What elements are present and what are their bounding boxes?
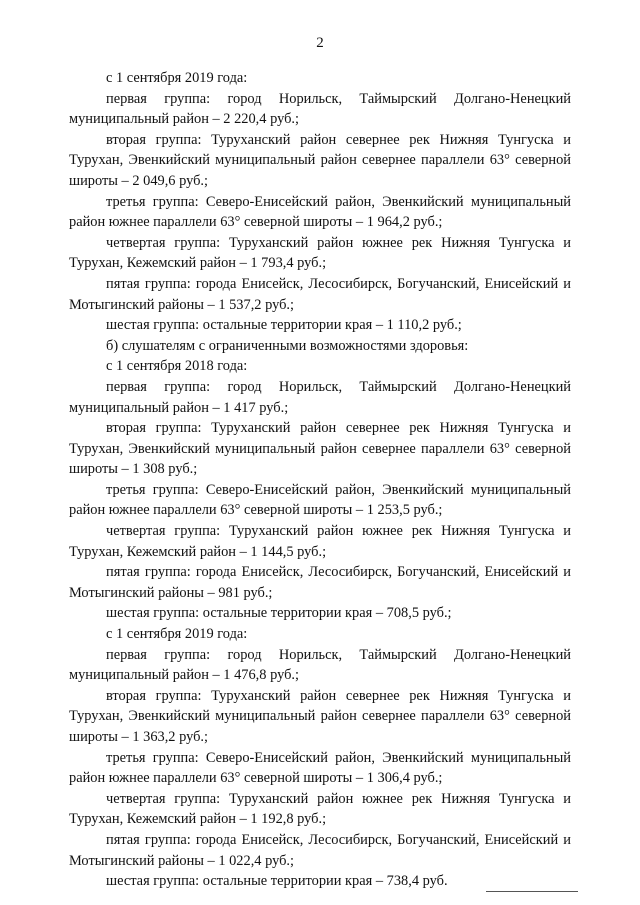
page-number: 2 bbox=[316, 35, 324, 51]
disabled-group-5-rate-2018: пятая группа: города Енисейск, Лесосибирск, Богучанский, Енисейский и Мотыгинский районы – 981 руб.; bbox=[69, 564, 571, 601]
disabled-group-6-rate-2018: шестая группа: остальные территории края – 708,5 руб.; bbox=[106, 605, 452, 622]
footer-divider bbox=[486, 891, 578, 892]
disabled-group-1-rate-2019: первая группа: город Норильск, Таймырский Долгано-Ненецкий муниципальный район – 1 476,8 руб.; bbox=[69, 646, 571, 684]
disabled-group-1-rate-2018: первая группа: город Норильск, Таймырский Долгано-Ненецкий муниципальный район – 1 417 руб.; bbox=[69, 378, 571, 416]
disabled-group-6-rate-2019: шестая группа: остальные территории края – 738,4 руб. bbox=[106, 873, 448, 890]
disabled-group-2-rate-2019: вторая группа: Туруханский район севернее рек Нижняя Тунгуска и Турухан, Эвенкийский муниципальный район севернее параллели 63° северной широты – 1 363,2 руб.; bbox=[69, 687, 571, 745]
group-6-rate: шестая группа: остальные территории края – 1 110,2 руб.; bbox=[106, 317, 462, 334]
disabled-group-3-rate-2018: третья группа: Северо-Енисейский район, Эвенкийский муниципальный район южнее параллели 63° северной широты – 1 253,5 руб.; bbox=[69, 481, 571, 519]
group-1-rate: первая группа: город Норильск, Таймырский Долгано-Ненецкий муниципальный район – 2 220,4 руб.; bbox=[69, 90, 571, 128]
section-b-heading: б) слушателям с ограниченными возможностями здоровья: bbox=[106, 337, 469, 354]
group-3-rate: третья группа: Северо-Енисейский район, Эвенкийский муниципальный район южнее параллели 63° северной широты – 1 964,2 руб.; bbox=[69, 193, 571, 231]
group-4-rate: четвертая группа: Туруханский район южнее рек Нижняя Тунгуска и Турухан, Кежемский район – 1 793,4 руб.; bbox=[69, 234, 571, 272]
document-body bbox=[69, 68, 571, 892]
date-heading-2019: с 1 сентября 2019 года: bbox=[106, 70, 248, 86]
disabled-group-5-rate-2019: пятая группа: города Енисейск, Лесосибирск, Богучанский, Енисейский и Мотыгинский районы – 1 022,4 руб.; bbox=[69, 831, 571, 869]
group-5-rate: пятая группа: города Енисейск, Лесосибирск, Богучанский, Енисейский и Мотыгинский районы – 1 537,2 руб.; bbox=[69, 275, 571, 313]
disabled-group-3-rate-2019: третья группа: Северо-Енисейский район, Эвенкийский муниципальный район южнее параллели 63° северной широты – 1 306,4 руб.; bbox=[69, 749, 571, 787]
disabled-group-4-rate-2018: четвертая группа: Туруханский район южнее рек Нижняя Тунгуска и Турухан, Кежемский район – 1 144,5 руб.; bbox=[69, 523, 571, 560]
disabled-group-4-rate-2019: четвертая группа: Туруханский район южнее рек Нижняя Тунгуска и Турухан, Кежемский район – 1 192,8 руб.; bbox=[69, 790, 571, 828]
group-2-rate: вторая группа: Туруханский район севернее рек Нижняя Тунгуска и Турухан, Эвенкийский муниципальный район севернее параллели 63° северной широты – 2 049,6 руб.; bbox=[69, 131, 571, 189]
disabled-group-2-rate-2018: вторая группа: Туруханский район севернее рек Нижняя Тунгуска и Турухан, Эвенкийский муниципальный район севернее параллели 63° северной широты – 1 308 руб.; bbox=[69, 420, 571, 478]
date-heading-2018: с 1 сентября 2018 года: bbox=[106, 358, 248, 375]
date-heading-2019-disabled: с 1 сентября 2019 года: bbox=[106, 626, 248, 643]
